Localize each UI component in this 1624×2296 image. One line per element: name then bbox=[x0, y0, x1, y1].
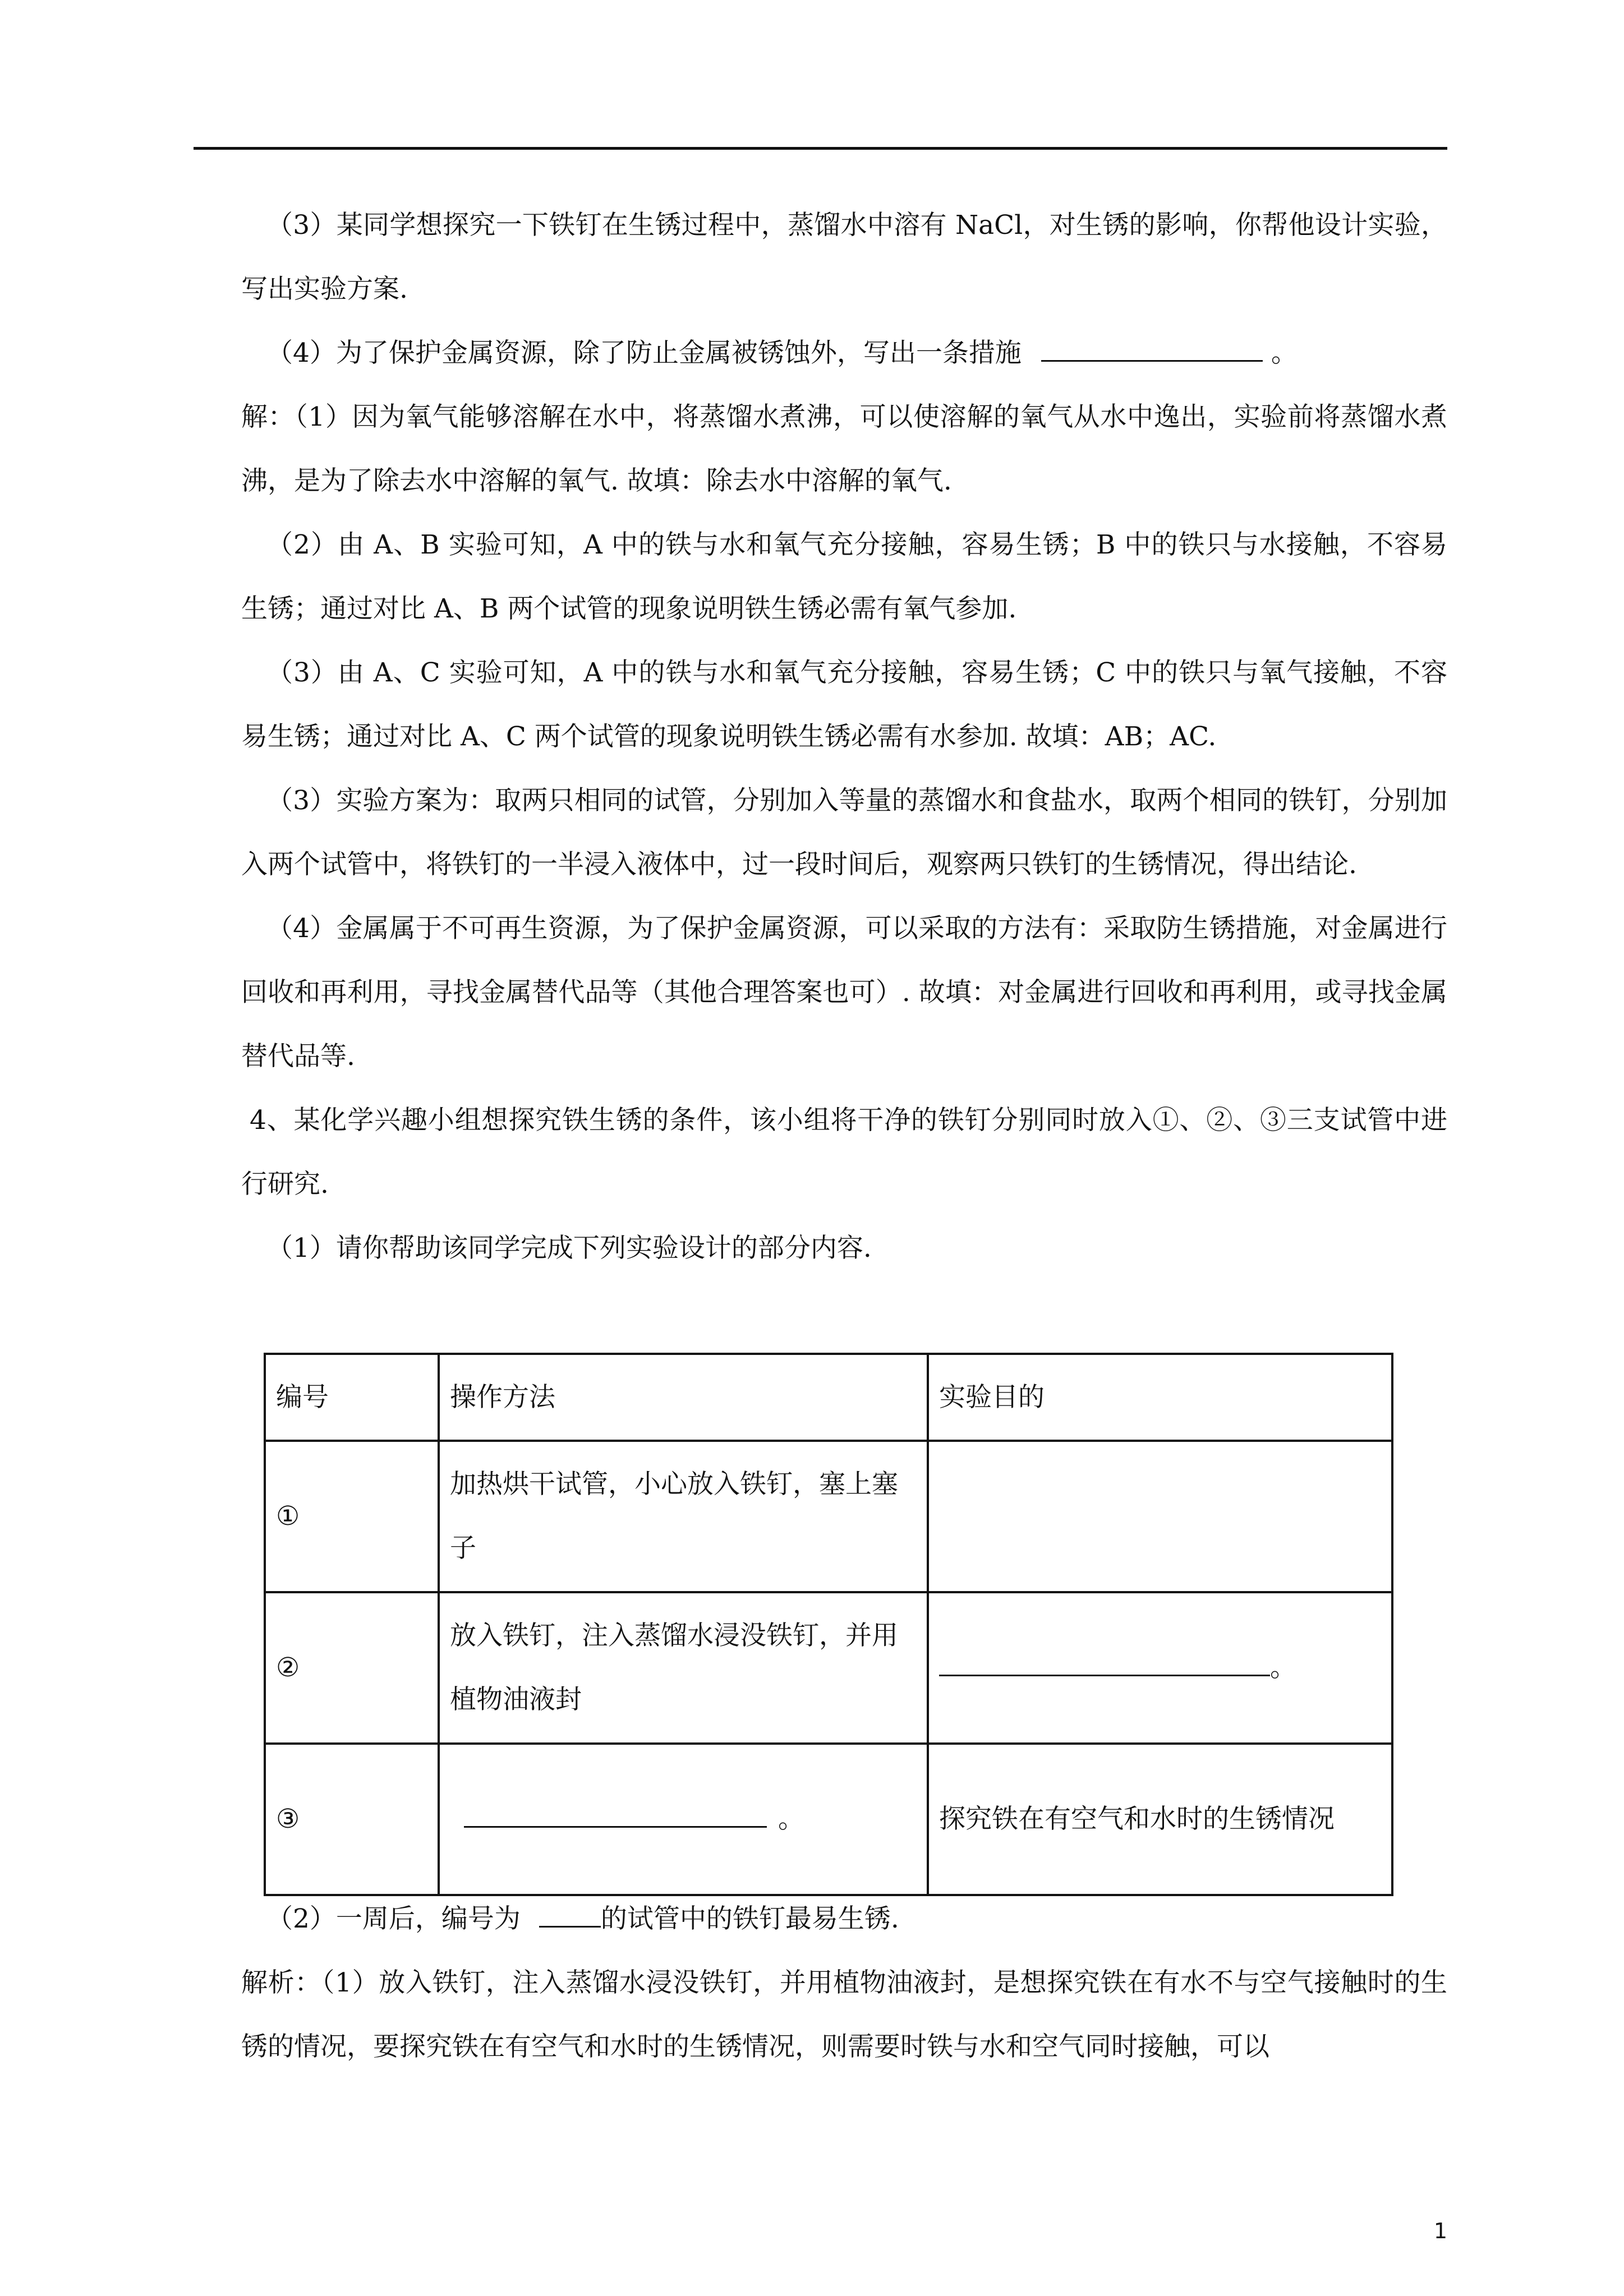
row2-purpose-end: 。 bbox=[1270, 1652, 1296, 1683]
answer-blank-row2[interactable] bbox=[939, 1654, 1270, 1676]
analysis-paragraph: 解析：（1）放入铁钉，注入蒸馏水浸没铁钉，并用植物油液封，是想探究铁在有水不与空气接触时的生锈的情况，要探究铁在有空气和水时的生锈情况，则需要时铁与水和空气同时接触，可以 bbox=[241, 1967, 1447, 2062]
header-purpose: 实验目的 bbox=[928, 1354, 1392, 1441]
answer-blank-row3[interactable] bbox=[464, 1806, 767, 1828]
paragraph-q4 bbox=[241, 321, 1447, 385]
experiment-table bbox=[264, 1353, 1393, 1896]
table-row bbox=[265, 1744, 1392, 1895]
table-header-row bbox=[265, 1354, 1392, 1441]
row1-purpose bbox=[928, 1441, 1392, 1592]
solution-3: （3）由 A、C 实验可知，A 中的铁与水和氧气充分接触，容易生锈；C 中的铁只与氧气接触，不容易生锈；通过对比 A、C 两个试管的现象说明铁生锈必需有水参加. 故填：AB；AC. bbox=[241, 657, 1447, 752]
q4-text: （4）为了保护金属资源，除了防止金属被锈蚀外，写出一条措施 bbox=[266, 338, 1022, 368]
after-table-content bbox=[241, 1887, 1447, 2079]
question-4-part2 bbox=[241, 1887, 1447, 1951]
solution-1: 解：（1）因为氧气能够溶解在水中，将蒸馏水煮沸，可以使溶解的氧气从水中逸出，实验前将蒸馏水煮沸，是为了除去水中溶解的氧气. 故填：除去水中溶解的氧气. bbox=[241, 402, 1447, 496]
row3-id: ③ bbox=[265, 1744, 439, 1895]
row2-purpose bbox=[928, 1592, 1392, 1744]
solution-3b: （3）实验方案为：取两只相同的试管，分别加入等量的蒸馏水和食盐水，取两个相同的铁钉，分别加入两个试管中，将铁钉的一半浸入液体中，过一段时间后，观察两只铁钉的生锈情况，得出结论. bbox=[241, 785, 1447, 880]
header-id: 编号 bbox=[265, 1354, 439, 1441]
header-rule bbox=[194, 147, 1447, 150]
solution-2: （2）由 A、B 实验可知，A 中的铁与水和氧气充分接触，容易生锈；B 中的铁只与水接触，不容易生锈；通过对比 A、B 两个试管的现象说明铁生锈必需有氧气参加. bbox=[241, 529, 1447, 624]
part2-text: （2）一周后，编号为 bbox=[266, 1903, 521, 1934]
page-number: 1 bbox=[1433, 2219, 1447, 2243]
q4-end: 。 bbox=[1271, 338, 1298, 368]
main-content bbox=[241, 193, 1447, 1280]
row3-method-end: 。 bbox=[778, 1804, 804, 1834]
solution-4: （4）金属属于不可再生资源，为了保护金属资源，可以采取的方法有：采取防生锈措施，对金属进行回收和再利用，寻找金属替代品等（其他合理答案也可）. 故填：对金属进行回收和再利用，或寻找金属替代品等. bbox=[241, 913, 1447, 1072]
question-4-part1: （1）请你帮助该同学完成下列实验设计的部分内容. bbox=[266, 1233, 872, 1264]
row3-purpose: 探究铁在有空气和水时的生锈情况 bbox=[928, 1744, 1392, 1895]
row1-method: 加热烘干试管，小心放入铁钉，塞上塞子 bbox=[439, 1441, 928, 1592]
row3-method bbox=[439, 1744, 928, 1895]
row2-method: 放入铁钉，注入蒸馏水浸没铁钉，并用植物油液封 bbox=[439, 1592, 928, 1744]
row1-id: ① bbox=[265, 1441, 439, 1592]
answer-blank-part2[interactable] bbox=[539, 1905, 601, 1928]
part2-end: 的试管中的铁钉最易生锈. bbox=[600, 1903, 899, 1934]
header-method: 操作方法 bbox=[439, 1354, 928, 1441]
row2-id: ② bbox=[265, 1592, 439, 1744]
paragraph-q3: （3）某同学想探究一下铁钉在生锈过程中，蒸馏水中溶有 NaCl，对生锈的影响，你帮他设计实验，写出实验方案. bbox=[241, 210, 1447, 305]
table-row bbox=[265, 1441, 1392, 1592]
answer-blank-q4[interactable] bbox=[1041, 339, 1263, 362]
table-row bbox=[265, 1592, 1392, 1744]
question-4: 4、某化学兴趣小组想探究铁生锈的条件，该小组将干净的铁钉分别同时放入①、②、③三支试管中进行研究. bbox=[241, 1105, 1447, 1200]
